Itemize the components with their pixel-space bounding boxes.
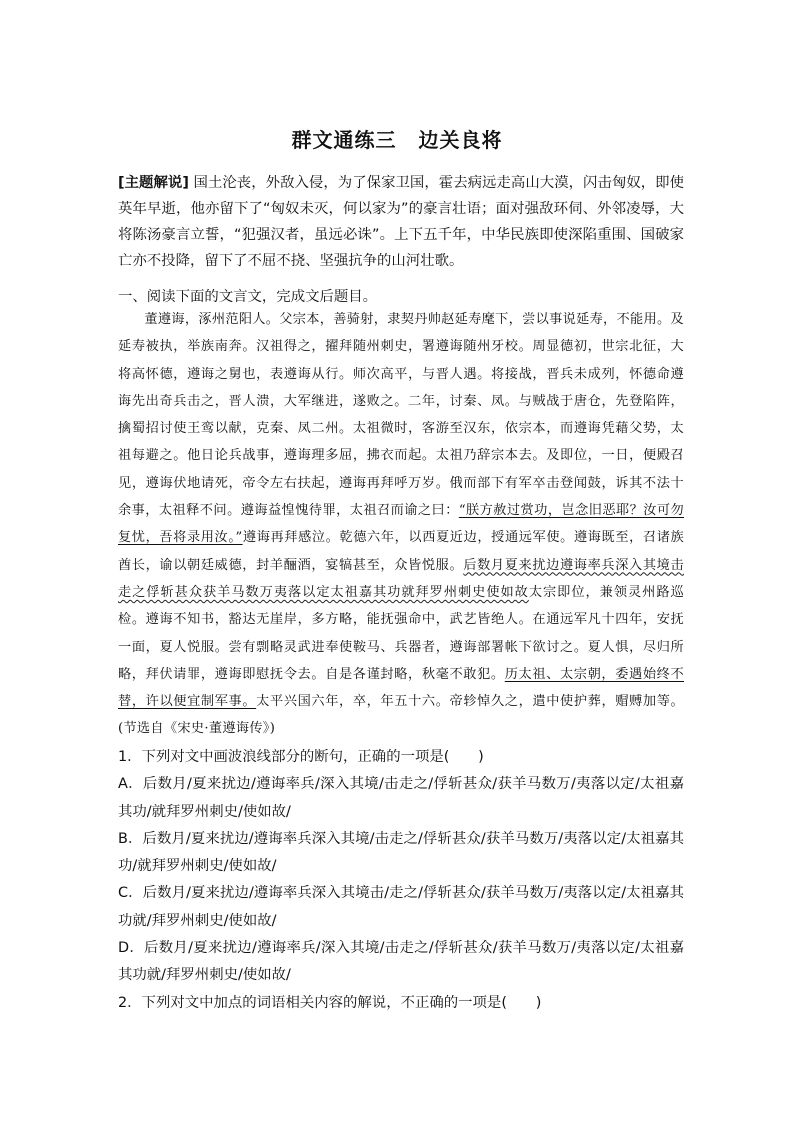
underlined-sentence: 历太祖、太宗朝，委遇始终不替，许以便宜制军事。	[118, 666, 684, 710]
page-title	[0, 124, 794, 153]
option-b: B．后数月/夏来扰边/遵诲率兵深入其境/击走之/俘斩甚众/获羊马数万/夷落以定/太祖嘉其功/就拜罗州刺史/使如故/	[118, 830, 684, 875]
passage-part-1: 董遵诲，涿州范阳人。父宗本，善骑射，隶契丹帅赵延寿麾下，尝以事说延寿，不能用。及延寿被执，举族南奔。汉祖得之，擢拜随州刺史，署遵诲随州牙校。周显德初，世宗北征，大将高怀德，遵诲之舅也，表遵诲从行。师次高平，与晋人遇。将接战，晋兵未成列，怀德命遵诲先出奇兵击之，晋人溃，大军继进，遂败之。二年，讨秦、凤。与贼战于唐仓，先登陷阵，擒蜀招讨使王鸾以献，克秦、凤二州。太祖微时，客游至汉东，依宗本，而遵诲凭藉父势，太祖每避之。他日论兵战事，遵诲理多屈，拂衣而起。太祖乃辞宗本去。及即位，一日，便殿召见，遵诲伏地请死，帝令左右扶起，遵诲再拜呼万岁。俄而部下有军卒击登闻鼓，诉其不法十余事，太祖释不问。遵诲益惶愧待罪，太祖召而谕之曰：	[118, 312, 684, 519]
title-main: 群文通练三	[291, 128, 397, 152]
question-list	[118, 744, 684, 1017]
classical-passage	[118, 306, 684, 743]
theme-tag: [主题解说]	[118, 175, 189, 191]
question-stem: 2．下列对文中加点的词语相关内容的解说，不正确的一项是( )	[118, 994, 542, 1011]
option-a: A．后数月/夏来扰边/遵诲率兵/深入其境/击走之/俘斩甚众/获羊马数万/夷落以定/太祖嘉其功/就拜罗州刺史/使如故/	[118, 776, 684, 820]
wavy-underlined-segment: 后数月夏来扰边遵诲率兵深入其境击走之俘斩甚众获羊马数万夷落以定太祖嘉其功就拜罗州刺史使如故	[118, 557, 684, 600]
option-c: C．后数月/夏来扰边/遵诲率兵深入其境击/走之/俘斩甚众/获羊马数万/夷落以定/太祖嘉其功就/拜罗州刺史/使如故/	[118, 885, 684, 929]
passage-part-3: 太宗即位，兼领灵州路巡检。遵诲不知书，豁达无崖岸，多方略，能抚强命中，武艺皆绝人。在通远军凡十四年，安抚一面，夏人悦服。尝有剽略灵武进奉使鞍马、兵器者，遵诲部署帐下欲讨之。夏人惧，尽归所略，拜伏请罪，遵诲即慰抚令去。自是各谨封略，秋毫不敢犯。	[118, 584, 684, 682]
theme-intro	[118, 170, 684, 274]
passage-part-4: 太平兴国六年，卒，年五十六。帝轸悼久之，遣中使护葬，赗赙加等。(节选自《宋史·董遵诲传》)	[118, 694, 685, 737]
passage-part-2: 遵诲再拜感泣。乾德六年，以西夏近边，授通远军使。遵诲既至，召诸族酋长，谕以朝廷威德，封羊酾酒，宴犒甚至，众皆悦服。	[118, 530, 684, 573]
question-stem: 1．下列对文中画波浪线部分的断句，正确的一项是( )	[118, 749, 484, 765]
option-d: D．后数月/夏来扰边/遵诲率兵/深入其境/击走之/俘斩甚众/获羊马数万/夷落以定/太祖嘉其功就/拜罗州刺史/使如故/	[118, 940, 684, 984]
passage-quote: “朕方赦过赏功，岂念旧恶耶？汝可勿复忧，吾将录用汝。”	[118, 503, 684, 546]
task-instruction: 一、阅读下面的文言文，完成文后题目。	[118, 289, 378, 305]
theme-text: 国土沦丧，外敌入侵，为了保家卫国，霍去病远走高山大漠，闪击匈奴，即使英年早逝，他亦留下了“匈奴未灭，何以家为”的豪言壮语；面对强敌环伺、外邻凌辱，大将陈汤豪言立誓，“犯强汉者，虽远必诛”。上下五千年，中华民族即使深陷重围、国破家亡亦不投降，留下了不屈不挠、坚强抗争的山河壮歌。	[118, 175, 685, 269]
title-sub: 边关良将	[418, 128, 503, 152]
